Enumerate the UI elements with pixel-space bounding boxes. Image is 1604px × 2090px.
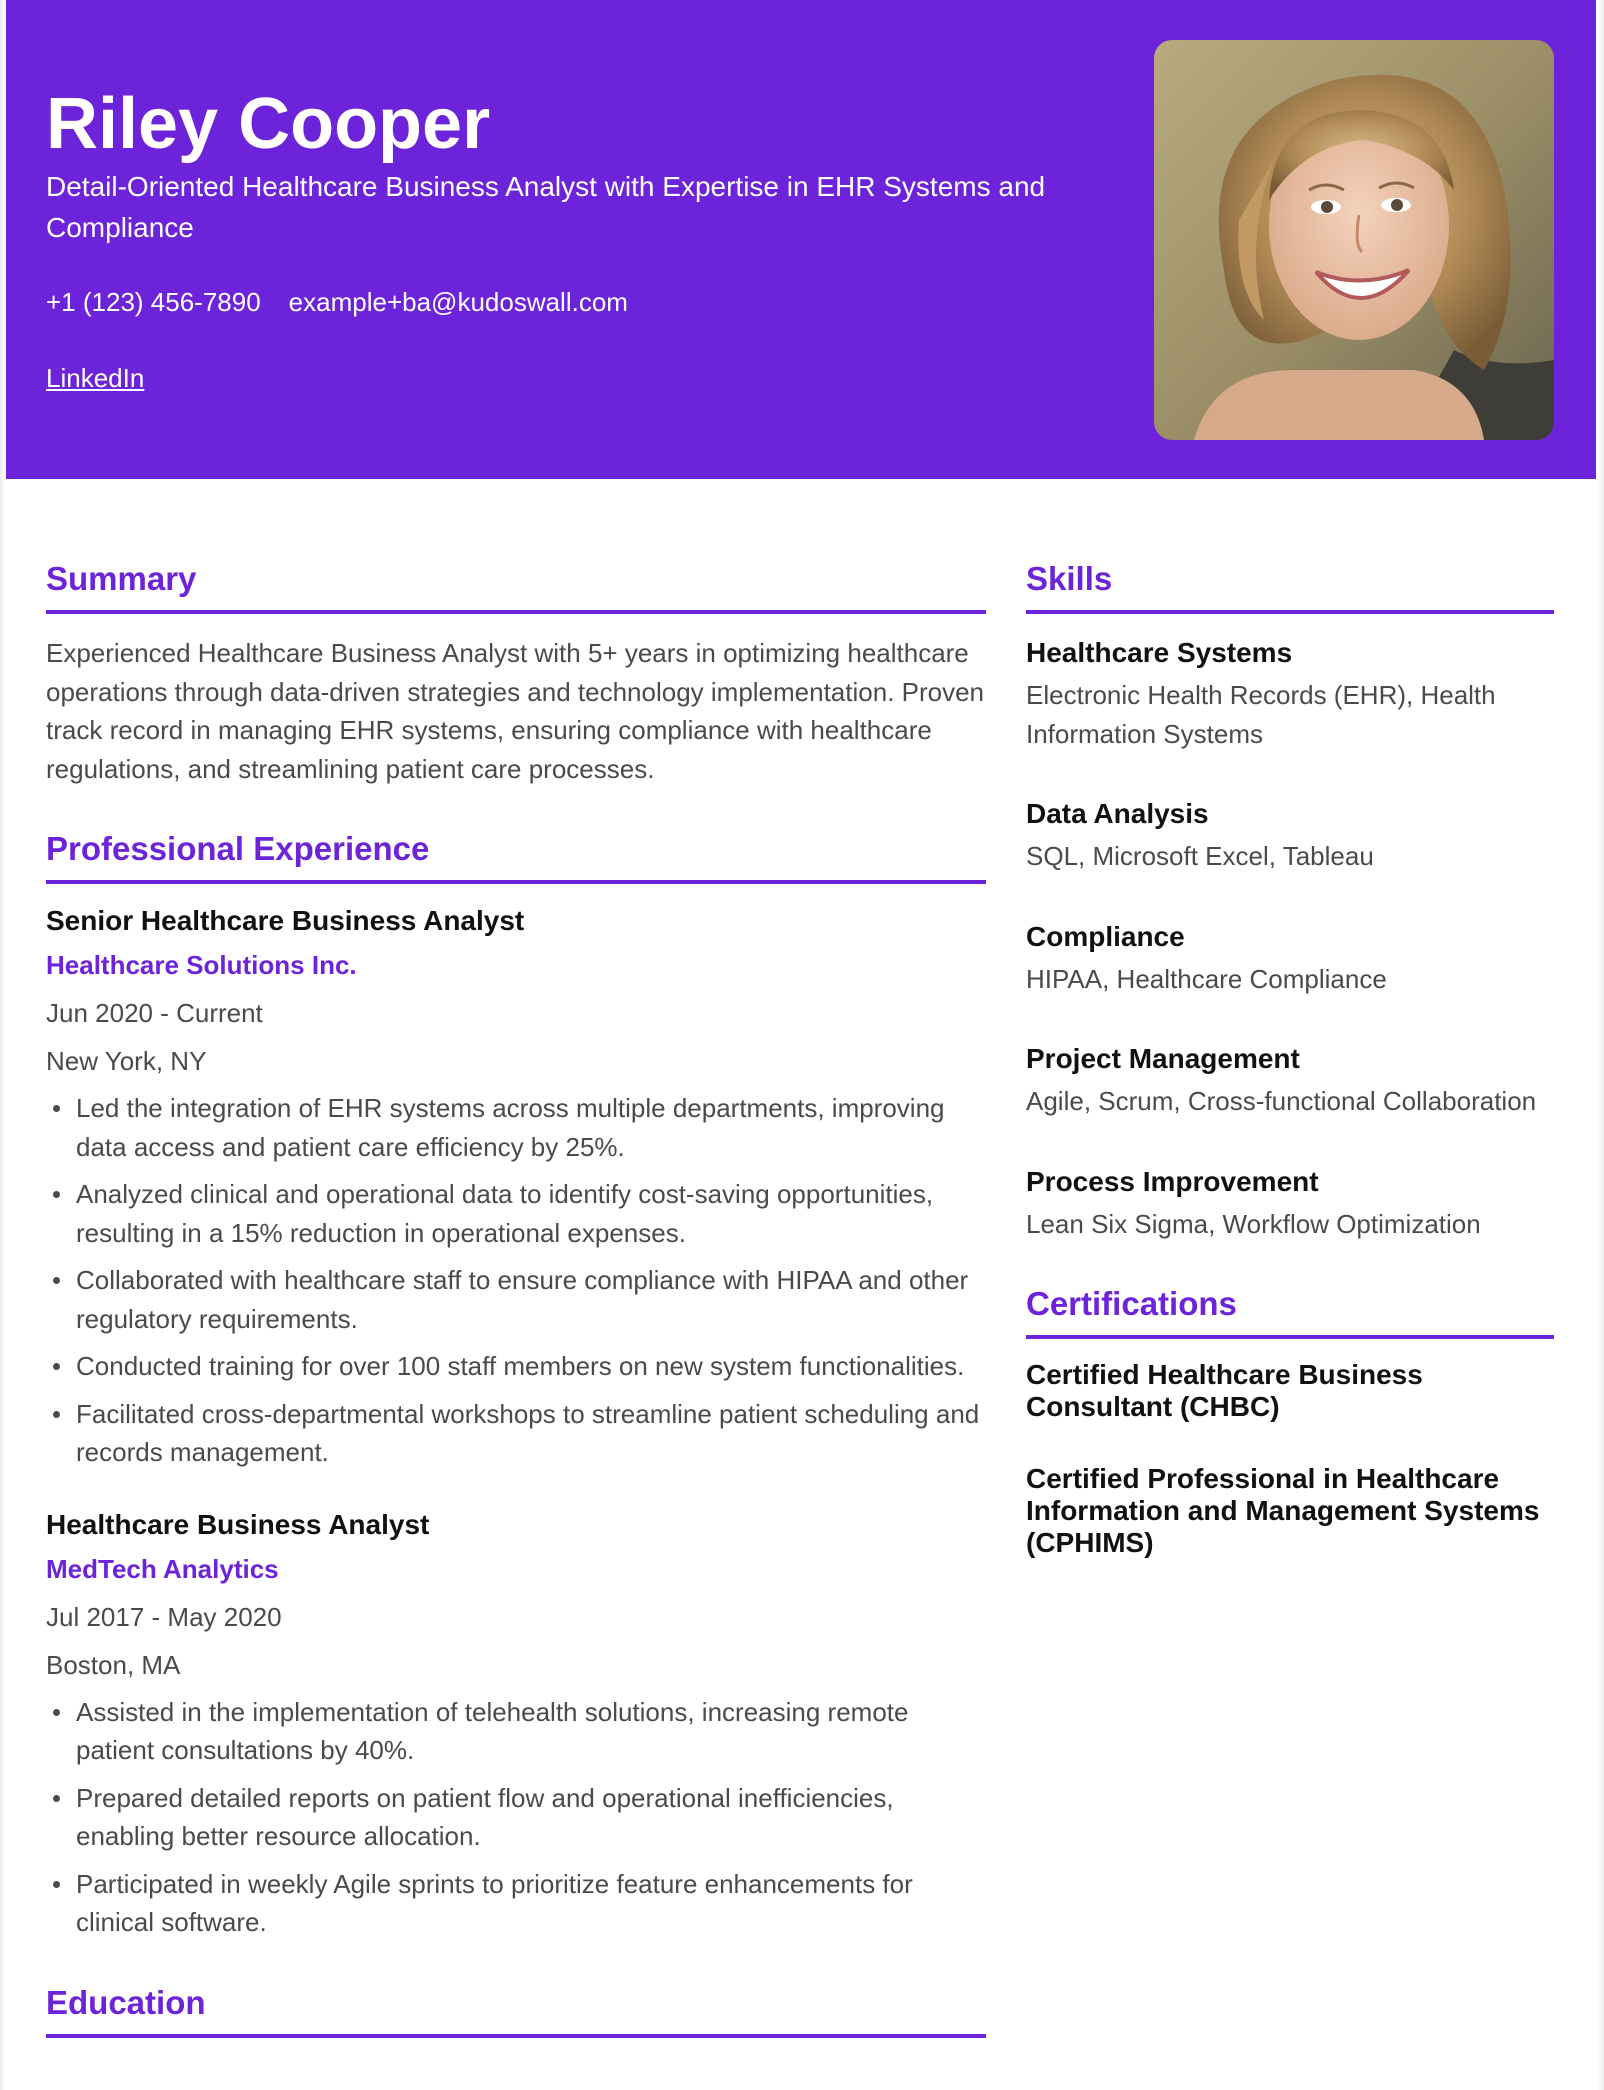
skill-list: Lean Six Sigma, Workflow Optimization	[1026, 1208, 1481, 1239]
linkedin-link[interactable]: LinkedIn	[46, 363, 145, 393]
right-column	[1026, 558, 1554, 1559]
job-dates: Jul 2017 - May 2020	[46, 1601, 282, 1632]
job-bullet: Assisted in the implementation of telehealth solutions, increasing remote patient consultations by 40%.	[46, 1693, 986, 1770]
job-bullet: Facilitated cross-departmental workshops to streamline patient scheduling and records management.	[46, 1395, 986, 1472]
job-title: Senior Healthcare Business Analyst	[46, 905, 525, 936]
job-bullets	[46, 1693, 986, 1942]
education-section	[46, 1982, 986, 2038]
skill-group	[1026, 1040, 1554, 1121]
skill-category: Project Management	[1026, 1043, 1300, 1074]
skill-list: Agile, Scrum, Cross-functional Collaboration	[1026, 1086, 1537, 1116]
skill-category: Compliance	[1026, 920, 1185, 952]
job-bullet: Led the integration of EHR systems across multiple departments, improving data access and patient care efficiency by 25%.	[46, 1089, 986, 1166]
contact-info	[46, 284, 628, 320]
education-heading: Education	[46, 1982, 986, 2038]
job-location: New York, NY	[46, 1046, 207, 1076]
summary-heading: Summary	[46, 558, 986, 614]
skill-category: Healthcare Systems	[1026, 637, 1293, 668]
experience-section	[46, 828, 986, 1942]
job-company: MedTech Analytics	[46, 1553, 279, 1584]
email-address[interactable]: example+ba@kudoswall.com	[288, 287, 628, 317]
profile-photo	[1154, 40, 1554, 440]
skills-section	[1026, 558, 1554, 1243]
skill-group	[1026, 634, 1554, 753]
job-bullet: Collaborated with healthcare staff to ensure compliance with HIPAA and other regulatory requirements.	[46, 1261, 986, 1338]
job-bullet: Analyzed clinical and operational data to identify cost-saving opportunities, resulting in a 15% reduction in operational expenses.	[46, 1175, 986, 1252]
summary-section	[46, 558, 986, 788]
candidate-name: Riley Cooper	[46, 84, 491, 164]
certifications-section	[1026, 1283, 1554, 1559]
job-title: Healthcare Business Analyst	[46, 1508, 430, 1540]
skill-list: SQL, Microsoft Excel, Tableau	[1026, 841, 1374, 871]
skill-group	[1026, 918, 1554, 999]
job-location: Boston, MA	[46, 1649, 181, 1680]
summary-text: Experienced Healthcare Business Analyst with 5+ years in optimizing healthcare operations through data-driven strategies and technology implementation. Proven track record in managing EHR systems, ensuring compliance with healthcare regulations, and streamlining patient care processes.	[46, 638, 985, 784]
skills-heading: Skills	[1026, 558, 1554, 614]
left-column	[46, 558, 986, 2038]
certification-item: Certified Healthcare Business Consultant (CHBC)	[1026, 1359, 1423, 1422]
skill-category: Data Analysis	[1026, 798, 1209, 829]
job-entry	[46, 1506, 986, 1942]
candidate-headline: Detail-Oriented Healthcare Business Analyst with Expertise in EHR Systems and Compliance	[46, 171, 1046, 243]
skill-group	[1026, 1163, 1554, 1244]
skill-category: Process Improvement	[1026, 1165, 1319, 1197]
skill-list: HIPAA, Healthcare Compliance	[1026, 963, 1387, 994]
job-bullet: Conducted training for over 100 staff members on new system functionalities.	[46, 1347, 986, 1386]
skill-group	[1026, 795, 1554, 876]
job-bullets	[46, 1089, 986, 1472]
phone-number: +1 (123) 456-7890	[46, 287, 261, 317]
certification-item: Certified Professional in Healthcare Information and Management Systems (CPHIMS)	[1026, 1463, 1540, 1558]
job-dates: Jun 2020 - Current	[46, 998, 263, 1028]
certifications-heading: Certifications	[1026, 1283, 1554, 1339]
experience-heading: Professional Experience	[46, 828, 986, 884]
skill-list: Electronic Health Records (EHR), Health Information Systems	[1026, 680, 1496, 749]
resume-header	[6, 0, 1596, 479]
job-bullet: Participated in weekly Agile sprints to prioritize feature enhancements for clinical software.	[46, 1865, 986, 1942]
job-bullet: Prepared detailed reports on patient flow and operational inefficiencies, enabling better resource allocation.	[46, 1779, 986, 1856]
job-company: Healthcare Solutions Inc.	[46, 950, 357, 980]
job-entry	[46, 902, 986, 1472]
